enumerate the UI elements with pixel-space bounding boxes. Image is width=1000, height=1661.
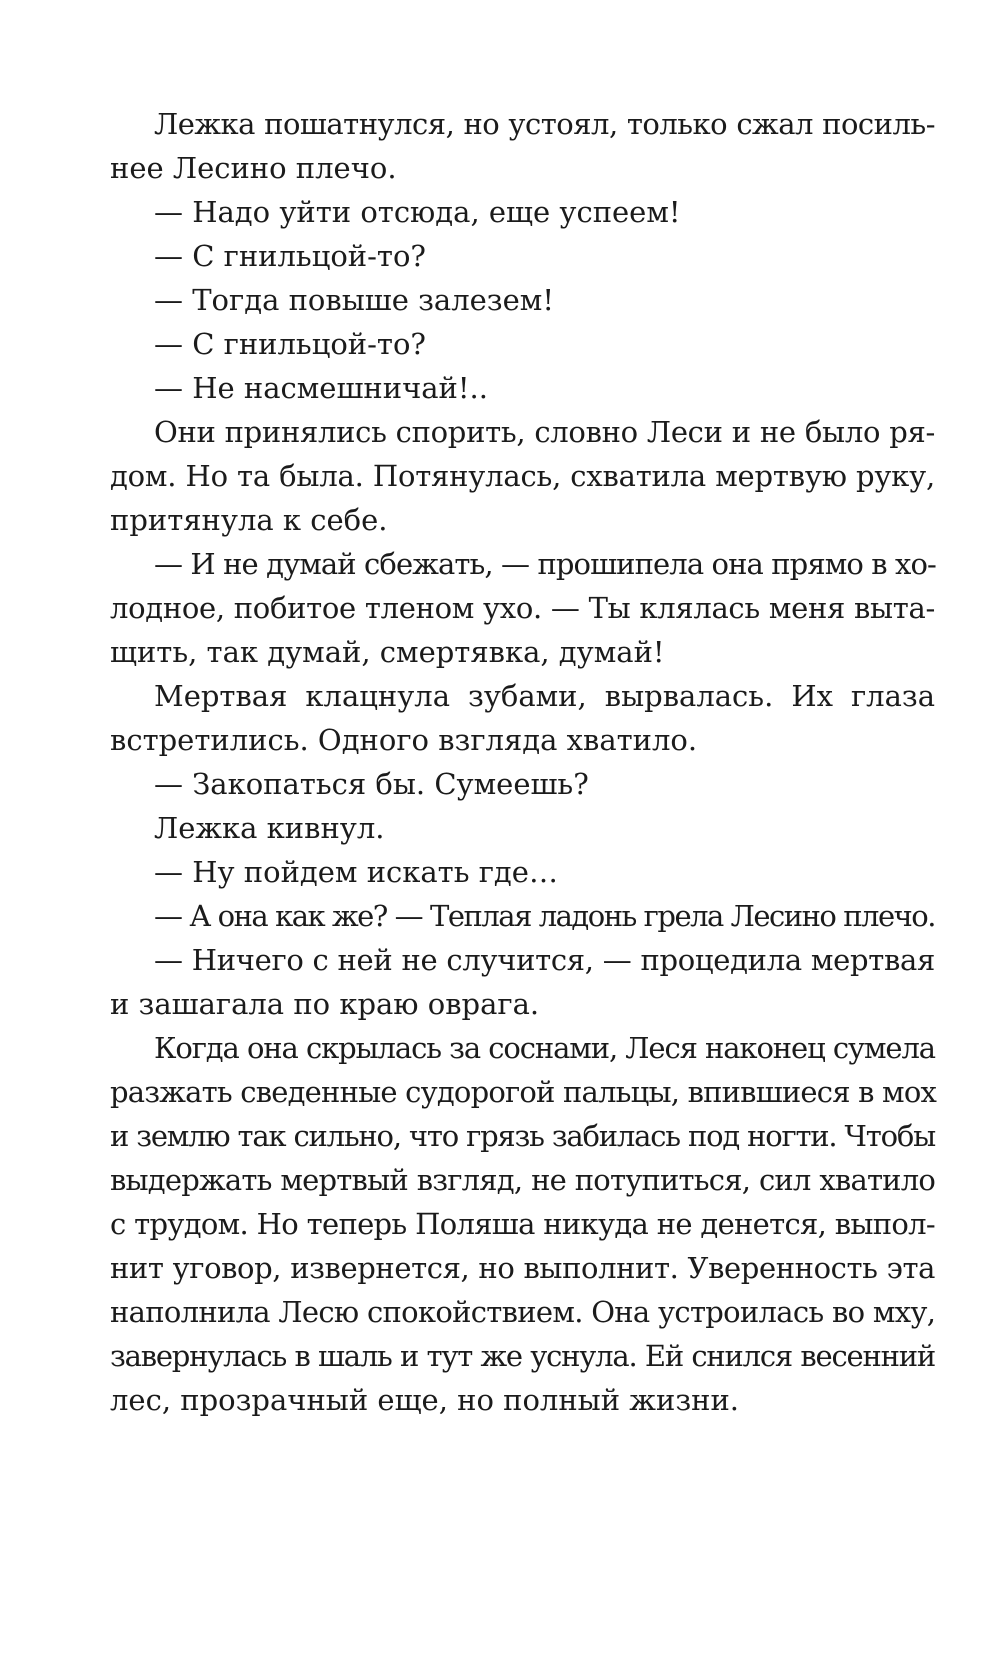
text-line: — С гнильцой-то? (154, 239, 426, 273)
text-line: — Тогда повыше залезем! (154, 283, 554, 317)
text-line: Лежка пошатнулся, но устоял, только сжал посиль- (154, 107, 935, 141)
text-line: — Ну пойдем искать где… (154, 855, 558, 889)
text-line: притянула к себе. (110, 503, 388, 537)
text-line: с трудом. Но теперь Поляша никуда не денется, выпол- (110, 1207, 935, 1241)
text-line: завернулась в шаль и тут же уснула. Ей снился весенний (110, 1339, 935, 1373)
text-line: — Закопаться бы. Сумеешь? (154, 767, 589, 801)
text-line: разжать сведенные судорогой пальцы, впившиеся в мох (110, 1075, 937, 1109)
text-line: дом. Но та была. Потянулась, схватила мертвую руку, (110, 459, 935, 493)
text-line: выдержать мертвый взгляд, не потупиться, сил хватило (110, 1163, 935, 1197)
text-line: встретились. Одного взгляда хватило. (110, 723, 698, 757)
text-line: и зашагала по краю оврага. (110, 987, 540, 1021)
text-line: — Надо уйти отсюда, еще успеем! (154, 195, 681, 229)
text-line: — Не насмешничай!.. (154, 371, 488, 405)
text-line: — А она как же? — Теплая ладонь грела Лесино плечо. (154, 899, 935, 933)
text-line: нее Лесино плечо. (110, 151, 397, 185)
text-line: и землю так сильно, что грязь забилась под ногти. Чтобы (110, 1119, 935, 1153)
text-line: лес, прозрачный еще, но полный жизни. (110, 1383, 740, 1417)
text-line: Лежка кивнул. (154, 811, 385, 845)
text-line: Они принялись спорить, словно Леси и не было ря- (154, 415, 935, 449)
text-line: лодное, побитое тленом ухо. — Ты клялась меня выта- (110, 591, 935, 625)
text-line: Когда она скрылась за соснами, Леся наконец сумела (154, 1031, 935, 1065)
text-line: щить, так думай, смертявка, думай! (110, 635, 665, 669)
text-line: — С гнильцой-то? (154, 327, 426, 361)
text-line: Мертвая клацнула зубами, вырвалась. Их глаза (154, 679, 935, 713)
text-line: — И не думай сбежать, — прошипела она прямо в хо- (154, 547, 936, 581)
text-line: наполнила Лесю спокойствием. Она устроилась во мху, (110, 1295, 936, 1329)
text-line: — Ничего с ней не случится, — процедила мертвая (154, 943, 935, 977)
text-line: нит уговор, извернется, но выполнит. Уверенность эта (110, 1251, 935, 1285)
page-text (110, 102, 935, 1422)
